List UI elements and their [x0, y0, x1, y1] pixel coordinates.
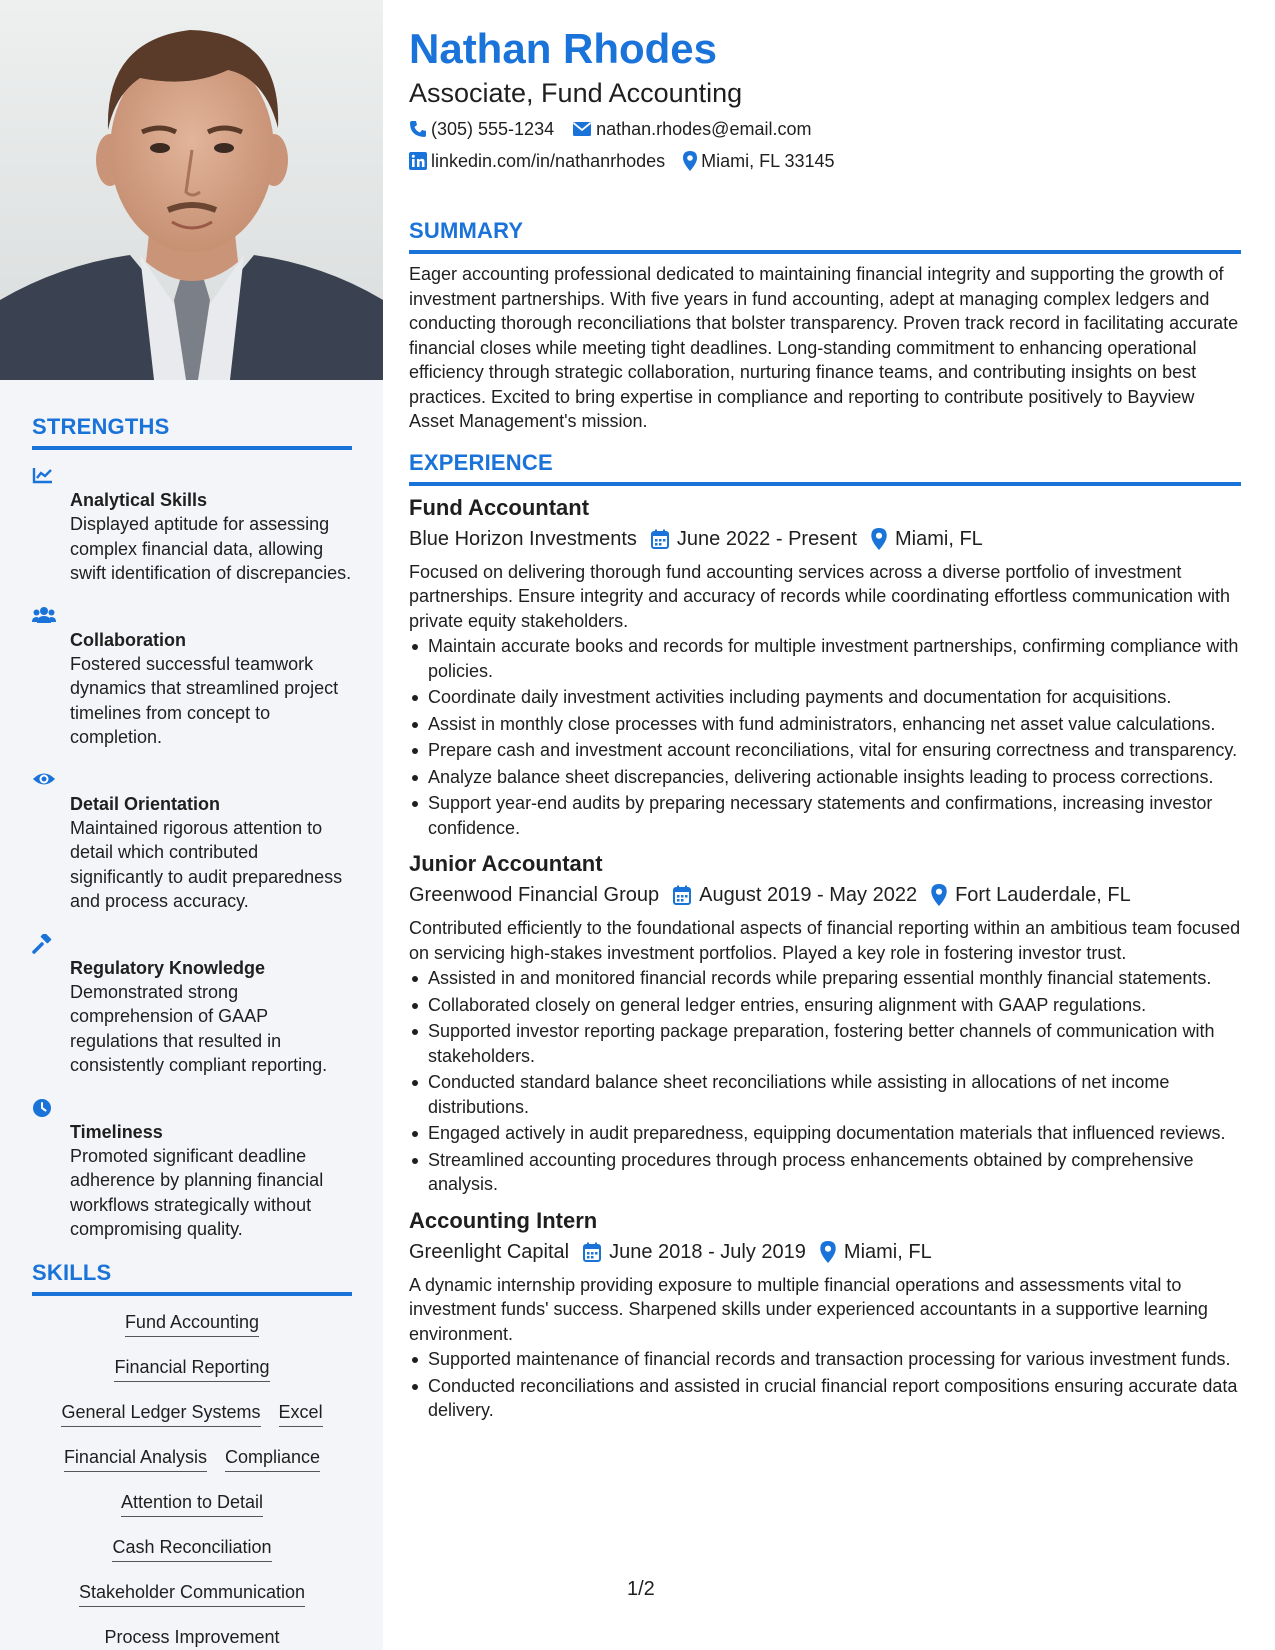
- job-entry: [409, 1207, 1241, 1423]
- job-bullets: [409, 966, 1241, 1197]
- clock-icon: [32, 1096, 70, 1242]
- skill-tag: Excel: [279, 1400, 323, 1427]
- skill-tag: Attention to Detail: [121, 1490, 263, 1517]
- skill-tag: Financial Reporting: [114, 1355, 269, 1382]
- strength-item: [32, 604, 352, 750]
- strength-desc: Demonstrated strong comprehension of GAAP regulations that resulted in consistently compliant reporting.: [70, 981, 328, 1075]
- job-meta: [409, 524, 1241, 554]
- eye-icon: [32, 768, 70, 914]
- strength-name: Analytical Skills: [70, 490, 208, 510]
- map-pin-icon: [931, 884, 947, 906]
- skill-tag: General Ledger Systems: [61, 1400, 260, 1427]
- list-item: Engaged actively in audit preparedness, equipping documentation materials that influenced reviews.: [409, 1121, 1241, 1146]
- strength-desc: Promoted significant deadline adherence by planning financial workflows strategically without compromising quality.: [70, 1145, 324, 1239]
- strengths-list: [32, 464, 352, 1242]
- skill-tag: Process Improvement: [104, 1625, 279, 1650]
- job-bullets: [409, 1347, 1241, 1423]
- users-icon: [32, 604, 70, 750]
- phone-contact[interactable]: [409, 116, 554, 142]
- phone-icon: [409, 120, 427, 138]
- email-contact[interactable]: [572, 116, 811, 142]
- map-pin-icon: [871, 528, 887, 550]
- strengths-section: [32, 414, 352, 1242]
- skill-tag: Fund Accounting: [125, 1310, 259, 1337]
- list-item: Supported investor reporting package preparation, fostering better channels of communication with stakeholders.: [409, 1019, 1241, 1068]
- strength-item: [32, 1096, 352, 1242]
- skill-tag: Financial Analysis: [64, 1445, 207, 1472]
- linkedin-contact[interactable]: [409, 148, 665, 174]
- strength-name: Collaboration: [70, 629, 186, 650]
- job-title: Junior Accountant: [409, 851, 603, 876]
- strength-desc: Fostered successful teamwork dynamics that streamlined project timelines from concept to completion.: [70, 653, 339, 747]
- page-number: 1/2: [627, 1578, 655, 1600]
- calendar-icon: [673, 885, 691, 905]
- company-name: Greenwood Financial Group: [409, 884, 660, 906]
- list-item: Supported maintenance of financial records and transaction processing for various investment funds.: [409, 1347, 1241, 1372]
- skill-tag: Compliance: [225, 1445, 320, 1472]
- divider: [32, 1292, 352, 1296]
- list-item: Assist in monthly close processes with fund administrators, enhancing net asset value calculations.: [409, 712, 1241, 737]
- divider: [409, 250, 1241, 254]
- strength-item: [32, 932, 352, 1078]
- job-location: Miami, FL: [895, 527, 983, 550]
- calendar-icon: [651, 529, 669, 549]
- skill-tag: Stakeholder Communication: [79, 1580, 305, 1607]
- profile-photo: [0, 0, 383, 380]
- phone-text: (305) 555-1234: [431, 119, 555, 139]
- linkedin-icon: [409, 152, 427, 170]
- main-content: [409, 0, 1241, 1425]
- strength-desc: Displayed aptitude for assessing complex financial data, allowing swift identification of discrepancies.: [70, 514, 352, 583]
- summary-text: Eager accounting professional dedicated to maintaining financial integrity and supporting the growth of investment partnerships. With five years in fund accounting, adept at managing complex ledgers and conducting thorough reconciliations that bolster transparency. Proven track record in facilitating accurate financial closes while meeting tight deadlines. Long-standing commitment to enhancing operational efficiency through strategic collaboration, nurturing finance teams, and contributing insights on best practices. Excited to bring expertise in compliance and reporting to contribute positively to Bayview Asset Management's mission.: [409, 264, 1239, 431]
- summary-heading: SUMMARY: [409, 218, 524, 243]
- strengths-heading: STRENGTHS: [32, 414, 170, 439]
- map-pin-icon: [820, 1241, 836, 1263]
- list-item: Conducted standard balance sheet reconciliations while assisting in allocations of net income distributions.: [409, 1070, 1241, 1119]
- strength-item: [32, 464, 352, 586]
- skills-section: [32, 1260, 352, 1650]
- calendar-icon: [583, 1242, 601, 1262]
- list-item: Streamlined accounting procedures through process enhancements obtained by comprehensive analysis.: [409, 1148, 1241, 1197]
- job-dates: June 2018 - July 2019: [609, 1240, 806, 1263]
- gavel-icon: [32, 932, 70, 1078]
- company-name: Blue Horizon Investments: [409, 527, 637, 550]
- experience-heading: EXPERIENCE: [409, 449, 553, 475]
- contact-row: [409, 116, 1241, 142]
- skills-heading: SKILLS: [32, 1259, 112, 1285]
- job-meta: [409, 1237, 1241, 1267]
- strength-name: Detail Orientation: [70, 793, 221, 814]
- candidate-name: Nathan Rhodes: [409, 25, 718, 72]
- job-description: Contributed efficiently to the foundational aspects of financial reporting within an ambitious team focused on servicing high-stakes investment portfolios. Played a key role in fostering investor trust.: [409, 918, 1241, 963]
- contact-row: [409, 148, 1241, 174]
- sidebar: [0, 0, 383, 1650]
- list-item: Assisted in and monitored financial records while preparing essential monthly financial statements.: [409, 966, 1241, 991]
- list-item: Support year-end audits by preparing necessary statements and confirmations, increasing investor confidence.: [409, 791, 1241, 840]
- strength-name: Timeliness: [70, 1121, 163, 1142]
- job-title: Accounting Intern: [409, 1207, 598, 1233]
- job-location: Miami, FL: [843, 1240, 932, 1263]
- chart-line-icon: [32, 464, 70, 586]
- job-entry: [409, 494, 1241, 841]
- list-item: Analyze balance sheet discrepancies, delivering actionable insights leading to process corrections.: [409, 765, 1241, 790]
- job-entry: [409, 850, 1241, 1197]
- candidate-title: Associate, Fund Accounting: [409, 78, 743, 108]
- summary-section: [409, 218, 1241, 434]
- list-item: Conducted reconciliations and assisted in crucial financial report compositions ensuring accurate data delivery.: [409, 1374, 1241, 1423]
- list-item: Prepare cash and investment account reconciliations, vital for ensuring correctness and transparency.: [409, 738, 1241, 763]
- skills-list: [32, 1310, 352, 1650]
- job-dates: June 2022 - Present: [676, 527, 858, 550]
- company-name: Greenlight Capital: [409, 1240, 570, 1263]
- job-description: A dynamic internship providing exposure to multiple financial operations and assessments vital to investment funds' success. Sharpened skills under experienced accountants in a supportive learning environment.: [409, 1274, 1208, 1344]
- job-meta: [409, 880, 1241, 910]
- strength-item: [32, 768, 352, 914]
- map-pin-icon: [683, 151, 697, 171]
- list-item: Collaborated closely on general ledger entries, ensuring alignment with GAAP regulations.: [409, 993, 1241, 1018]
- job-description: Focused on delivering thorough fund accounting services across a diverse portfolio of investment partnerships. Ensure integrity and accuracy of records while coordinating effortless communication with private equity stakeholders.: [409, 561, 1231, 631]
- location-text: Miami, FL 33145: [701, 151, 835, 171]
- strength-desc: Maintained rigorous attention to detail which contributed significantly to audit preparedness and process accuracy.: [70, 817, 343, 911]
- skill-tag: Cash Reconciliation: [112, 1535, 271, 1562]
- job-title: Fund Accountant: [409, 494, 590, 520]
- strength-name: Regulatory Knowledge: [70, 957, 266, 978]
- list-item: Maintain accurate books and records for multiple investment partnerships, confirming compliance with policies.: [409, 634, 1241, 683]
- job-bullets: [409, 634, 1241, 840]
- job-dates: August 2019 - May 2022: [699, 884, 918, 906]
- envelope-icon: [572, 121, 592, 137]
- linkedin-text: linkedin.com/in/nathanrhodes: [431, 151, 666, 171]
- location-contact: [683, 148, 834, 174]
- experience-section: [409, 450, 1241, 1423]
- divider: [409, 482, 1241, 486]
- email-text: nathan.rhodes@email.com: [596, 119, 812, 139]
- job-location: Fort Lauderdale, FL: [955, 884, 1131, 906]
- divider: [32, 446, 352, 450]
- list-item: Coordinate daily investment activities including payments and documentation for acquisitions.: [409, 685, 1241, 710]
